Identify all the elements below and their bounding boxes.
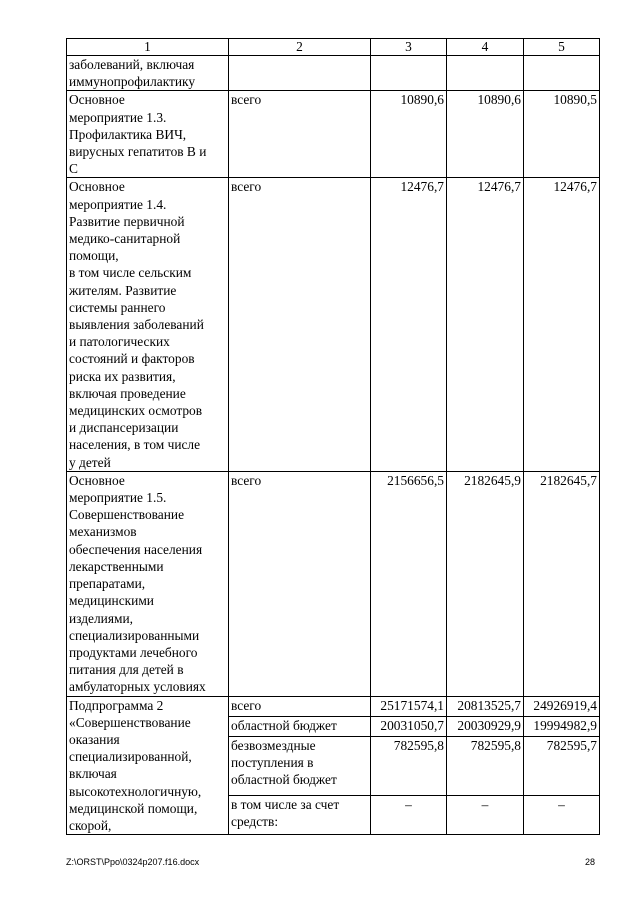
table-row [67,91,600,178]
value-cell-4: 10890,6 [447,91,524,178]
row-label-cell: всего [229,91,371,178]
col-header-2: 2 [229,39,371,56]
value-cell-5: 19994982,9 [524,716,600,736]
row-name-cell: Основное мероприятие 1.5. Совершенствование механизмов обеспечения населения лекарственными препаратами, медицинскими изделиями, специализированными продуктами лечебного питания для детей в амбулаторных условиях [67,471,229,696]
table-row [67,696,600,716]
value-cell-3: 20031050,7 [371,716,447,736]
value-cell-5: 12476,7 [524,178,600,471]
row-label-cell: всего [229,696,371,716]
header-row [67,39,600,56]
page-number: 28 [584,857,595,867]
value-cell-4 [447,56,524,91]
value-cell-3: 10890,6 [371,91,447,178]
row-label-cell [229,56,371,91]
value-cell-4: 12476,7 [447,178,524,471]
value-cell-3 [371,56,447,91]
value-cell-4: – [447,795,524,834]
value-cell-5: 2182645,7 [524,471,600,696]
value-cell-5 [524,56,600,91]
value-cell-5: 782595,7 [524,737,600,796]
row-name-cell: Основное мероприятие 1.3. Профилактика ВИЧ, вирусных гепатитов В и С [67,91,229,178]
col-header-4: 4 [447,39,524,56]
value-cell-3: 2156656,5 [371,471,447,696]
value-cell-4: 20813525,7 [447,696,524,716]
budget-table [66,38,600,835]
row-label-cell: безвозмездные поступления в областной бюджет [229,737,371,796]
table-row [67,56,600,91]
value-cell-5: 10890,5 [524,91,600,178]
row-label-cell: областной бюджет [229,716,371,736]
value-cell-5: – [524,795,600,834]
footer-file-path: Z:\ORST\Ppo\0324p207.f16.docx [66,857,200,867]
value-cell-5: 24926919,4 [524,696,600,716]
col-header-3: 3 [371,39,447,56]
value-cell-3: 12476,7 [371,178,447,471]
table-row [67,471,600,696]
row-label-cell: всего [229,471,371,696]
row-label-cell: всего [229,178,371,471]
value-cell-3: 25171574,1 [371,696,447,716]
value-cell-3: – [371,795,447,834]
value-cell-4: 782595,8 [447,737,524,796]
row-name-cell: Основное мероприятие 1.4. Развитие первичной медико-санитарной помощи, в том числе сельским жителям. Развитие системы раннего выявления заболеваний и патологических состояний и факторов риска их развития, включая проведение медицинских осмотров и диспансеризации населения, в том числе у детей [67,178,229,471]
col-header-5: 5 [524,39,600,56]
value-cell-3: 782595,8 [371,737,447,796]
col-header-1: 1 [67,39,229,56]
value-cell-4: 20030929,9 [447,716,524,736]
subprogram-name-cell: Подпрограмма 2 «Совершенствование оказания специализированной, включая высокотехнологичную, медицинской помощи, скорой, [67,696,229,835]
value-cell-4: 2182645,9 [447,471,524,696]
table-row [67,178,600,471]
row-name-cell: заболеваний, включая иммунопрофилактику [67,56,229,91]
row-label-cell: в том числе за счет средств: [229,795,371,834]
